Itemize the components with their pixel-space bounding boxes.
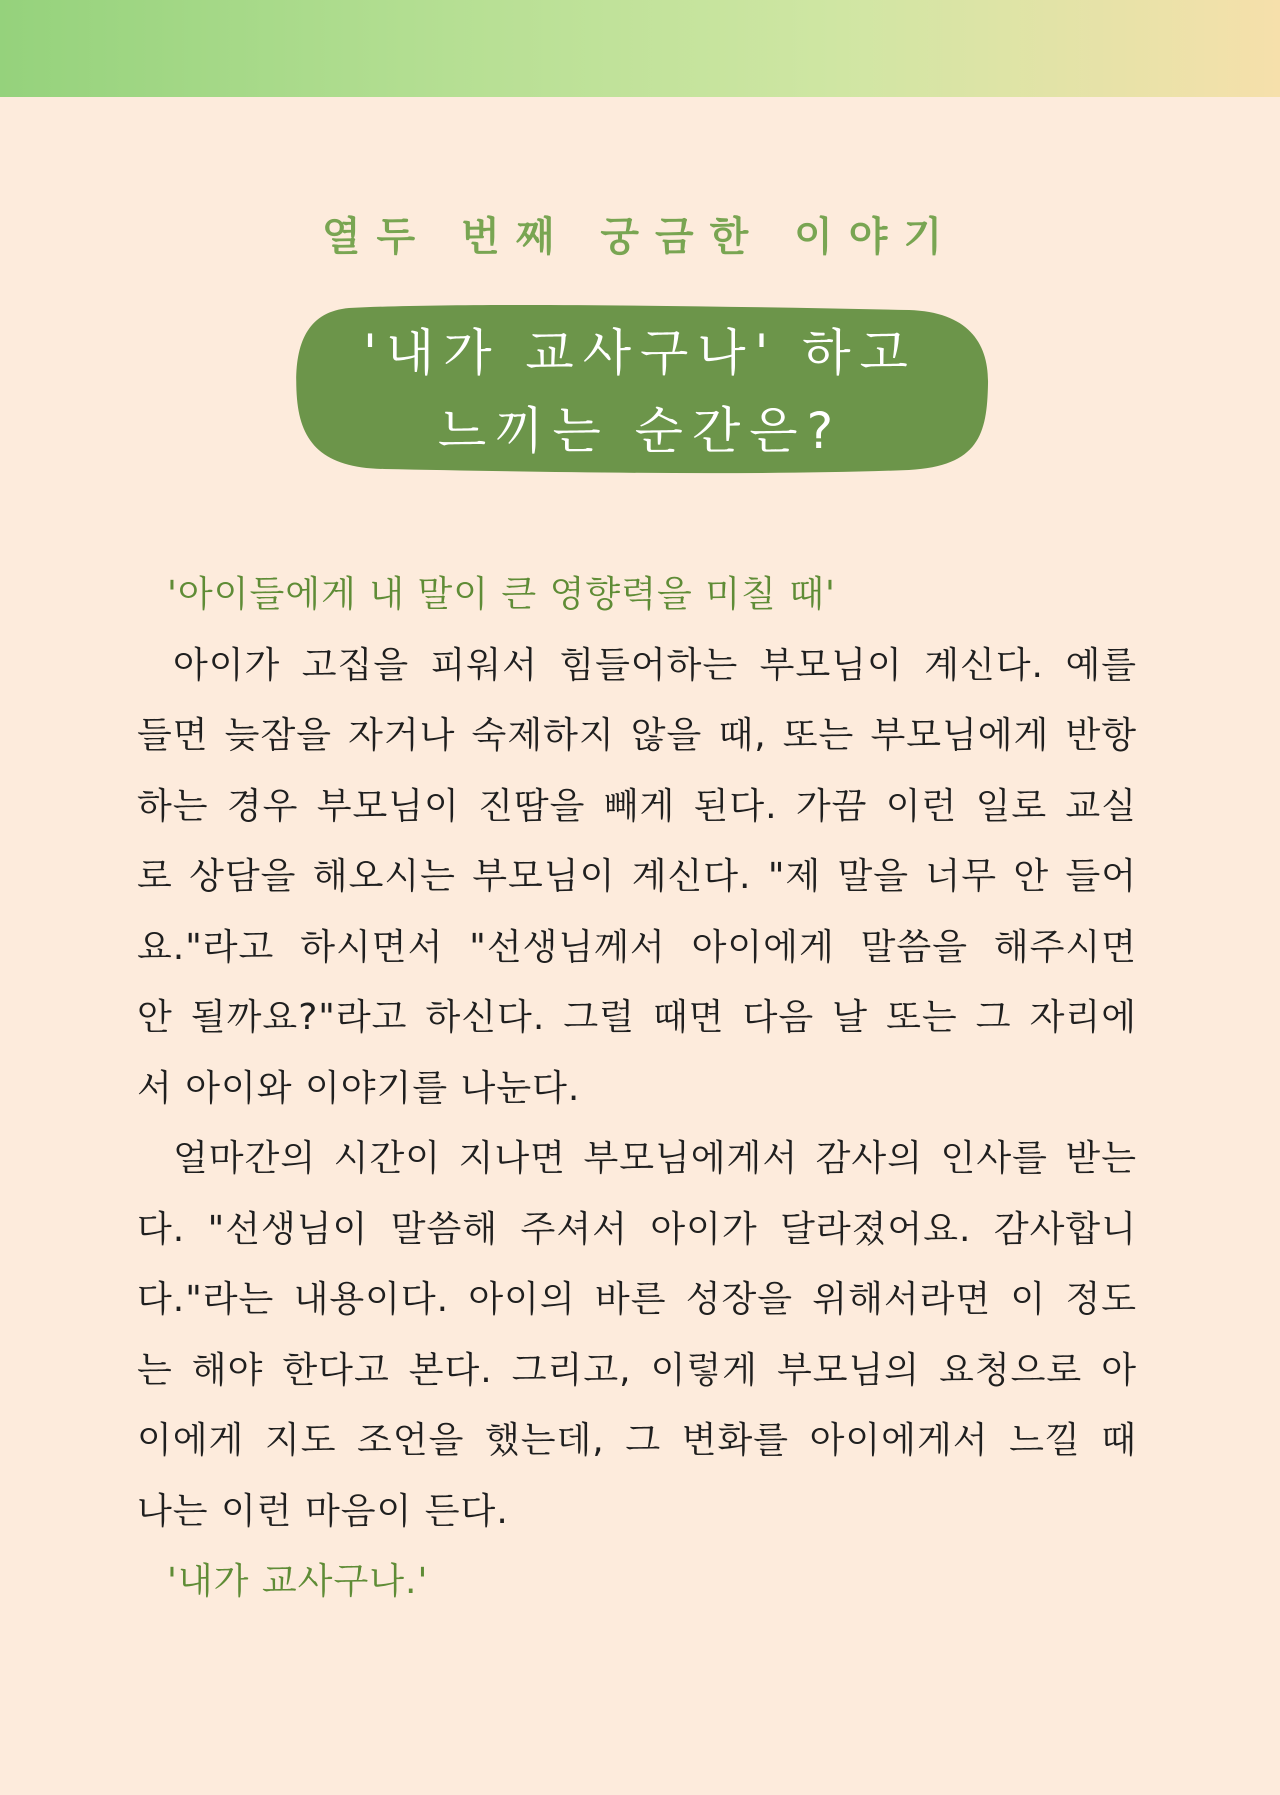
body-line: 서 아이와 이야기를 나눈다. bbox=[137, 1067, 581, 1109]
title-text bbox=[289, 314, 991, 470]
body-line: 로 상담을 해오시는 부모님이 계신다. "제 말을 너무 안 들어 bbox=[137, 856, 1137, 897]
body-line: 이에게 지도 조언을 했는데, 그 변화를 아이에게서 느낄 때 bbox=[137, 1420, 1137, 1461]
body-line: 아이가 고집을 피워서 힘들어하는 부모님이 계신다. 예를 bbox=[173, 644, 1137, 686]
opening-quote: '아이들에게 내 말이 큰 영향력을 미칠 때' bbox=[167, 574, 836, 615]
body-line: 안 될까요?"라고 하신다. 그럴 때면 다음 날 또는 그 자리에 bbox=[137, 997, 1137, 1038]
body-line: 얼마간의 시간이 지나면 부모님에게서 감사의 인사를 받는 bbox=[173, 1138, 1137, 1179]
body-line: 나는 이런 마음이 든다. bbox=[137, 1490, 509, 1532]
body-line: 다."라는 내용이다. 아이의 바른 성장을 위해서라면 이 정도 bbox=[137, 1279, 1137, 1320]
body-line: 는 해야 한다고 본다. 그리고, 이렇게 부모님의 요청으로 아 bbox=[137, 1349, 1137, 1391]
closing-quote: '내가 교사구나.' bbox=[167, 1561, 429, 1602]
title-line-1: '내가 교사구나' 하고 bbox=[363, 324, 917, 382]
article-body bbox=[137, 560, 1137, 1618]
body-line: 요."라고 하시면서 "선생님께서 아이에게 말씀을 해주시면 bbox=[137, 926, 1137, 968]
body-line: 들면 늦잠을 자거나 숙제하지 않을 때, 또는 부모님에게 반항 bbox=[137, 715, 1137, 756]
chapter-kicker: 열두 번째 궁금한 이야기 bbox=[321, 214, 959, 260]
top-gradient-band bbox=[0, 0, 1280, 97]
body-line: 다. "선생님이 말씀해 주셔서 아이가 달라졌어요. 감사합니 bbox=[137, 1208, 1137, 1250]
title-banner bbox=[289, 304, 991, 474]
title-line-2: 느끼는 순간은? bbox=[437, 402, 843, 460]
body-line: 하는 경우 부모님이 진땀을 빼게 된다. 가끔 이런 일로 교실 bbox=[137, 785, 1137, 827]
